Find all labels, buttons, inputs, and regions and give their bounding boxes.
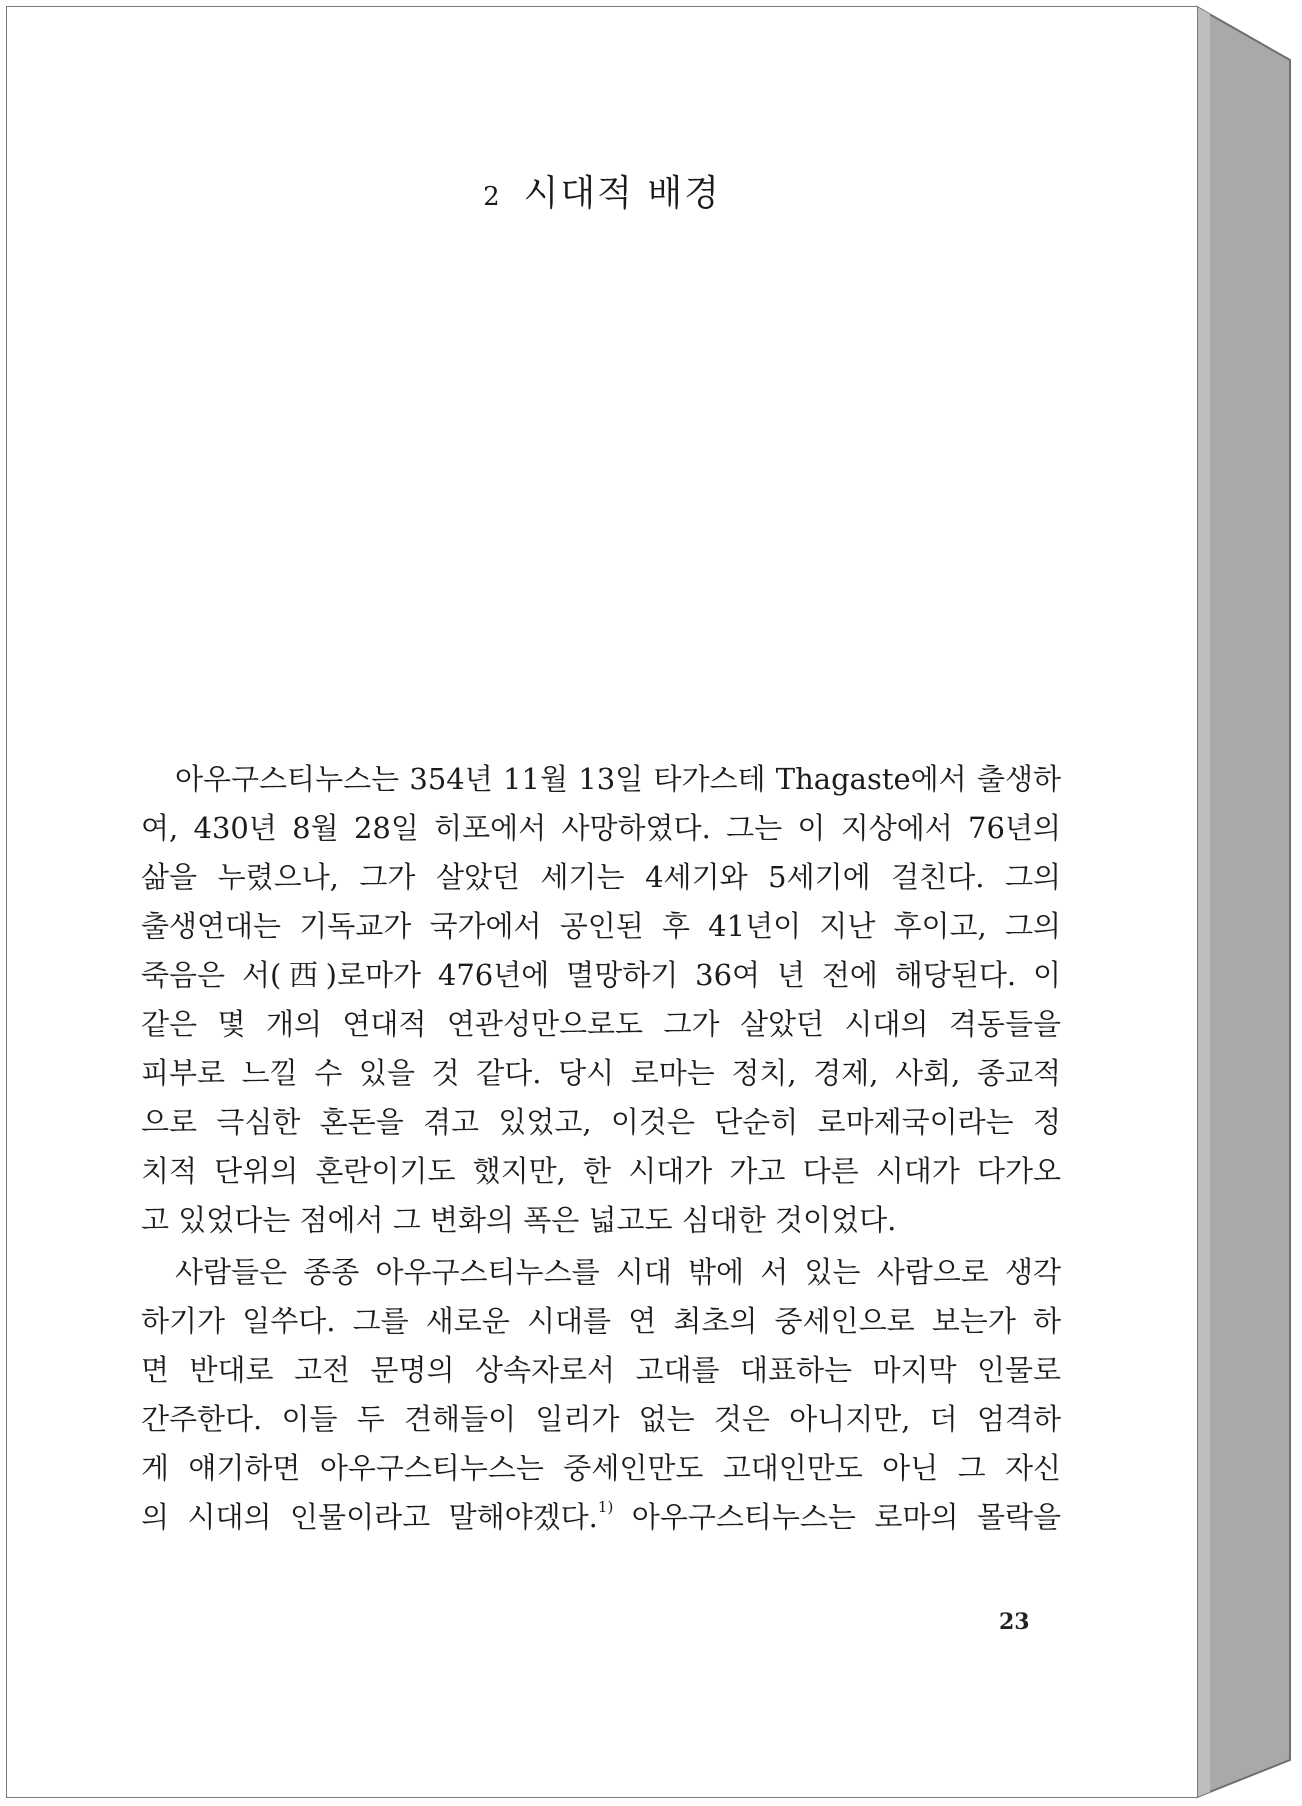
- text-line: 하기가 일쑤다. 그를 새로운 시대를 연 최초의 중세인으로 보는가 하: [141, 1304, 1061, 1338]
- chapter-heading: [7, 165, 1197, 216]
- text-line: 삶을 누렸으나, 그가 살았던 세기는 4세기와 5세기에 걸친다. 그의: [141, 860, 1061, 894]
- text-line-with-footnote: [141, 1493, 1061, 1542]
- text-line: 여, 430년 8월 28일 히포에서 사망하였다. 그는 이 지상에서 76년의: [141, 811, 1061, 845]
- text-line: 간주한다. 이들 두 견해들이 일리가 없는 것은 아니지만, 더 엄격하: [141, 1402, 1061, 1436]
- text-segment: 의 시대의 인물이라고 말해야겠다.: [141, 1500, 598, 1534]
- footnote-marker[interactable]: 1): [597, 1498, 614, 1517]
- chapter-number: 2: [483, 182, 502, 212]
- text-segment: 아우구스티누스는 로마의 몰락을: [613, 1500, 1061, 1534]
- text-line: 피부로 느낄 수 있을 것 같다. 당시 로마는 정치, 경제, 사회, 종교적: [141, 1056, 1061, 1090]
- text-line: 면 반대로 고전 문명의 상속자로서 고대를 대표하는 마지막 인물로: [141, 1353, 1061, 1387]
- page-number: 23: [999, 1609, 1030, 1635]
- text-line: 으로 극심한 혼돈을 겪고 있었고, 이것은 단순히 로마제국이라는 정: [141, 1105, 1061, 1139]
- text-line: 같은 몇 개의 연대적 연관성만으로도 그가 살았던 시대의 격동들을: [141, 1007, 1061, 1041]
- page: [7, 7, 1197, 1797]
- text-line: 게 얘기하면 아우구스티누스는 중세인만도 고대인만도 아닌 그 자신: [141, 1451, 1061, 1485]
- text-line: 죽음은 서(西)로마가 476년에 멸망하기 36여 년 전에 해당된다. 이: [141, 958, 1061, 992]
- text-line: 사람들은 종종 아우구스티누스를 시대 밖에 서 있는 사람으로 생각: [175, 1255, 1061, 1289]
- text-line: 치적 단위의 혼란이기도 했지만, 한 시대가 가고 다른 시대가 다가오: [141, 1154, 1061, 1188]
- text-line: 출생연대는 기독교가 국가에서 공인된 후 41년이 지난 후이고, 그의: [141, 909, 1061, 943]
- chapter-title: 시대적 배경: [523, 173, 721, 214]
- text-line: 아우구스티누스는 354년 11월 13일 타가스테 Thagaste에서 출생하: [175, 762, 1061, 796]
- text-line: 고 있었다는 점에서 그 변화의 폭은 넓고도 심대한 것이었다.: [141, 1203, 897, 1237]
- body-text: [141, 755, 1061, 1542]
